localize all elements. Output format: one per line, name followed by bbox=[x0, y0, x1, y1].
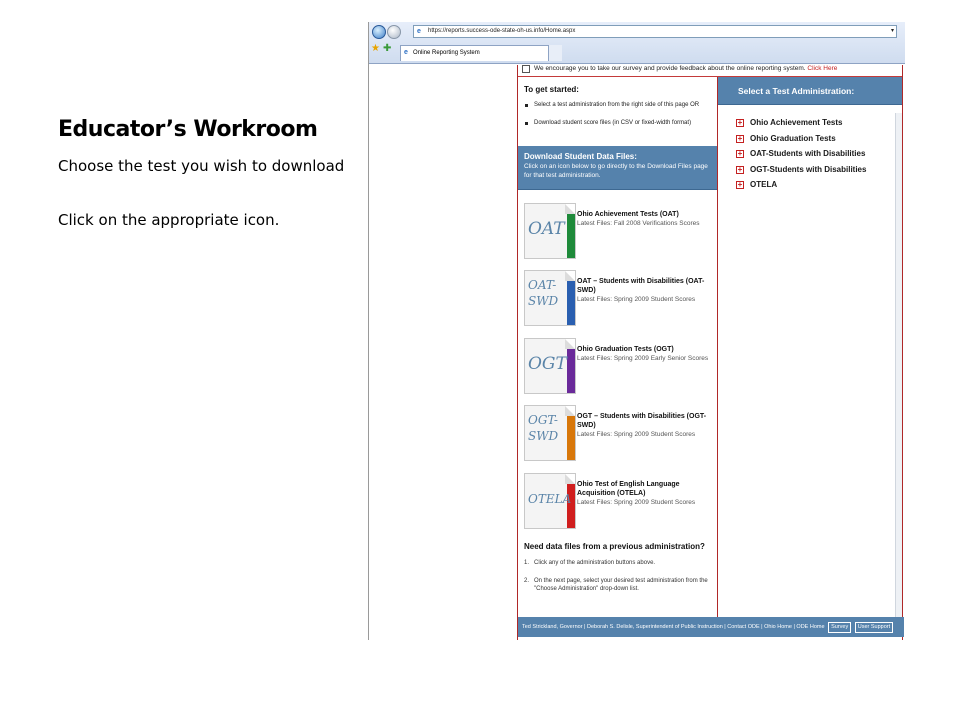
forward-button[interactable] bbox=[387, 25, 401, 39]
admin-list bbox=[718, 105, 902, 193]
file-ogt-swd[interactable] bbox=[522, 405, 716, 461]
download-subtitle: Click on an icon below to go directly to the Download Files page for that test administration. bbox=[524, 163, 708, 179]
favorites-star-icon[interactable]: ★ bbox=[371, 43, 380, 54]
survey-button[interactable]: Survey bbox=[828, 622, 851, 633]
instruction-choose-test: Choose the test you wish to download bbox=[58, 157, 345, 175]
add-favorite-icon[interactable]: ✚ bbox=[383, 43, 392, 54]
oat-file-icon[interactable]: OAT bbox=[524, 203, 576, 259]
ie-page-icon: e bbox=[417, 28, 421, 35]
expand-plus-icon[interactable]: + bbox=[737, 149, 743, 158]
left-column bbox=[518, 77, 717, 617]
file-name[interactable]: OAT – Students with Disabilities (OAT-SWD) bbox=[577, 278, 705, 294]
file-latest: Latest Files: Spring 2009 Student Scores bbox=[577, 296, 696, 303]
slide-title: Educator’s Workroom bbox=[58, 117, 318, 142]
oat-swd-file-icon[interactable]: OAT- SWD bbox=[524, 270, 576, 326]
otela-file-icon[interactable]: OTELA bbox=[524, 473, 576, 529]
tab-title: Online Reporting System bbox=[413, 50, 480, 56]
previous-step: 1. Click any of the administration buttons above. bbox=[524, 560, 656, 566]
file-oat-swd[interactable] bbox=[522, 270, 716, 326]
user-support-button[interactable]: User Support bbox=[855, 622, 893, 633]
chevron-down-icon[interactable]: ▾ bbox=[890, 28, 894, 34]
expand-plus-icon[interactable]: + bbox=[737, 164, 743, 174]
previous-admin-title: Need data files from a previous administration? bbox=[524, 542, 705, 551]
file-name[interactable]: Ohio Test of English Language Acquisition (OTELA) bbox=[577, 481, 680, 497]
address-bar[interactable] bbox=[413, 25, 897, 38]
admin-item-ohio-achievement[interactable]: + Ohio Achievement Tests bbox=[737, 118, 843, 127]
reporting-page bbox=[517, 65, 903, 640]
address-url: https://reports.success-ode-state-oh-us.info/Home.aspx bbox=[428, 28, 576, 34]
new-tab-button[interactable] bbox=[548, 45, 562, 61]
file-name[interactable]: Ohio Graduation Tests (OGT) bbox=[577, 346, 674, 353]
get-started-bullet: Download student score files (in CSV or fixed-width format) bbox=[518, 120, 717, 126]
page-footer bbox=[518, 617, 904, 637]
survey-banner bbox=[518, 65, 902, 77]
file-latest: Latest Files: Fall 2008 Verifications Scores bbox=[577, 220, 700, 227]
survey-icon bbox=[522, 65, 530, 73]
footer-text: Ted Strickland, Governor | Deborah S. Delisle, Superintendent of Public Instruction | Contact ODE | Ohio Home | ODE Home bbox=[522, 624, 825, 630]
file-latest: Latest Files: Spring 2009 Student Scores bbox=[577, 499, 696, 506]
expand-plus-icon[interactable]: + bbox=[737, 180, 743, 189]
select-admin-title: Select a Test Administration: bbox=[718, 77, 902, 105]
survey-text: We encourage you to take our survey and provide feedback about the online reporting system. bbox=[534, 65, 806, 72]
browser-tab[interactable] bbox=[400, 45, 562, 61]
browser-viewport bbox=[369, 65, 905, 640]
ie-tab-icon: e bbox=[404, 49, 408, 56]
previous-step: 2. On the next page, select your desired test administration from the "Choose Administration" drop-down list. bbox=[524, 578, 708, 592]
admin-item-otela[interactable]: + OTELA bbox=[737, 180, 778, 189]
ogt-file-icon[interactable]: OGT bbox=[524, 338, 576, 394]
download-header bbox=[518, 146, 717, 190]
expand-plus-icon[interactable]: + bbox=[737, 133, 743, 143]
file-otela[interactable] bbox=[522, 473, 716, 529]
file-latest: Latest Files: Spring 2009 Student Scores bbox=[577, 431, 696, 438]
file-ogt[interactable] bbox=[522, 338, 716, 394]
get-started-title: To get started: bbox=[524, 85, 579, 94]
back-button[interactable] bbox=[372, 25, 386, 39]
file-name[interactable]: OGT – Students with Disabilities (OGT-SWD) bbox=[577, 413, 707, 429]
right-column bbox=[717, 77, 902, 617]
admin-item-ogt-swd[interactable]: + OGT-Students with Disabilities bbox=[737, 164, 867, 174]
file-latest: Latest Files: Spring 2009 Early Senior Scores bbox=[577, 355, 709, 362]
scrollbar[interactable] bbox=[895, 113, 902, 628]
file-oat[interactable] bbox=[522, 203, 716, 259]
download-title: Download Student Data Files: bbox=[524, 152, 637, 161]
admin-item-ohio-graduation[interactable]: + Ohio Graduation Tests bbox=[737, 133, 836, 143]
survey-link[interactable]: Click Here bbox=[807, 65, 838, 72]
browser-toolbar bbox=[369, 22, 905, 64]
file-name[interactable]: Ohio Achievement Tests (OAT) bbox=[577, 211, 679, 218]
previous-admin-section bbox=[518, 542, 717, 593]
instruction-click-icon: Click on the appropriate icon. bbox=[58, 211, 280, 229]
get-started-bullet: Select a test administration from the right side of this page OR bbox=[518, 102, 717, 108]
ogt-swd-file-icon[interactable]: OGT- SWD bbox=[524, 405, 576, 461]
expand-plus-icon[interactable]: + bbox=[737, 118, 743, 127]
admin-item-oat-swd[interactable]: + OAT-Students with Disabilities bbox=[737, 149, 866, 158]
browser-window bbox=[368, 22, 905, 640]
